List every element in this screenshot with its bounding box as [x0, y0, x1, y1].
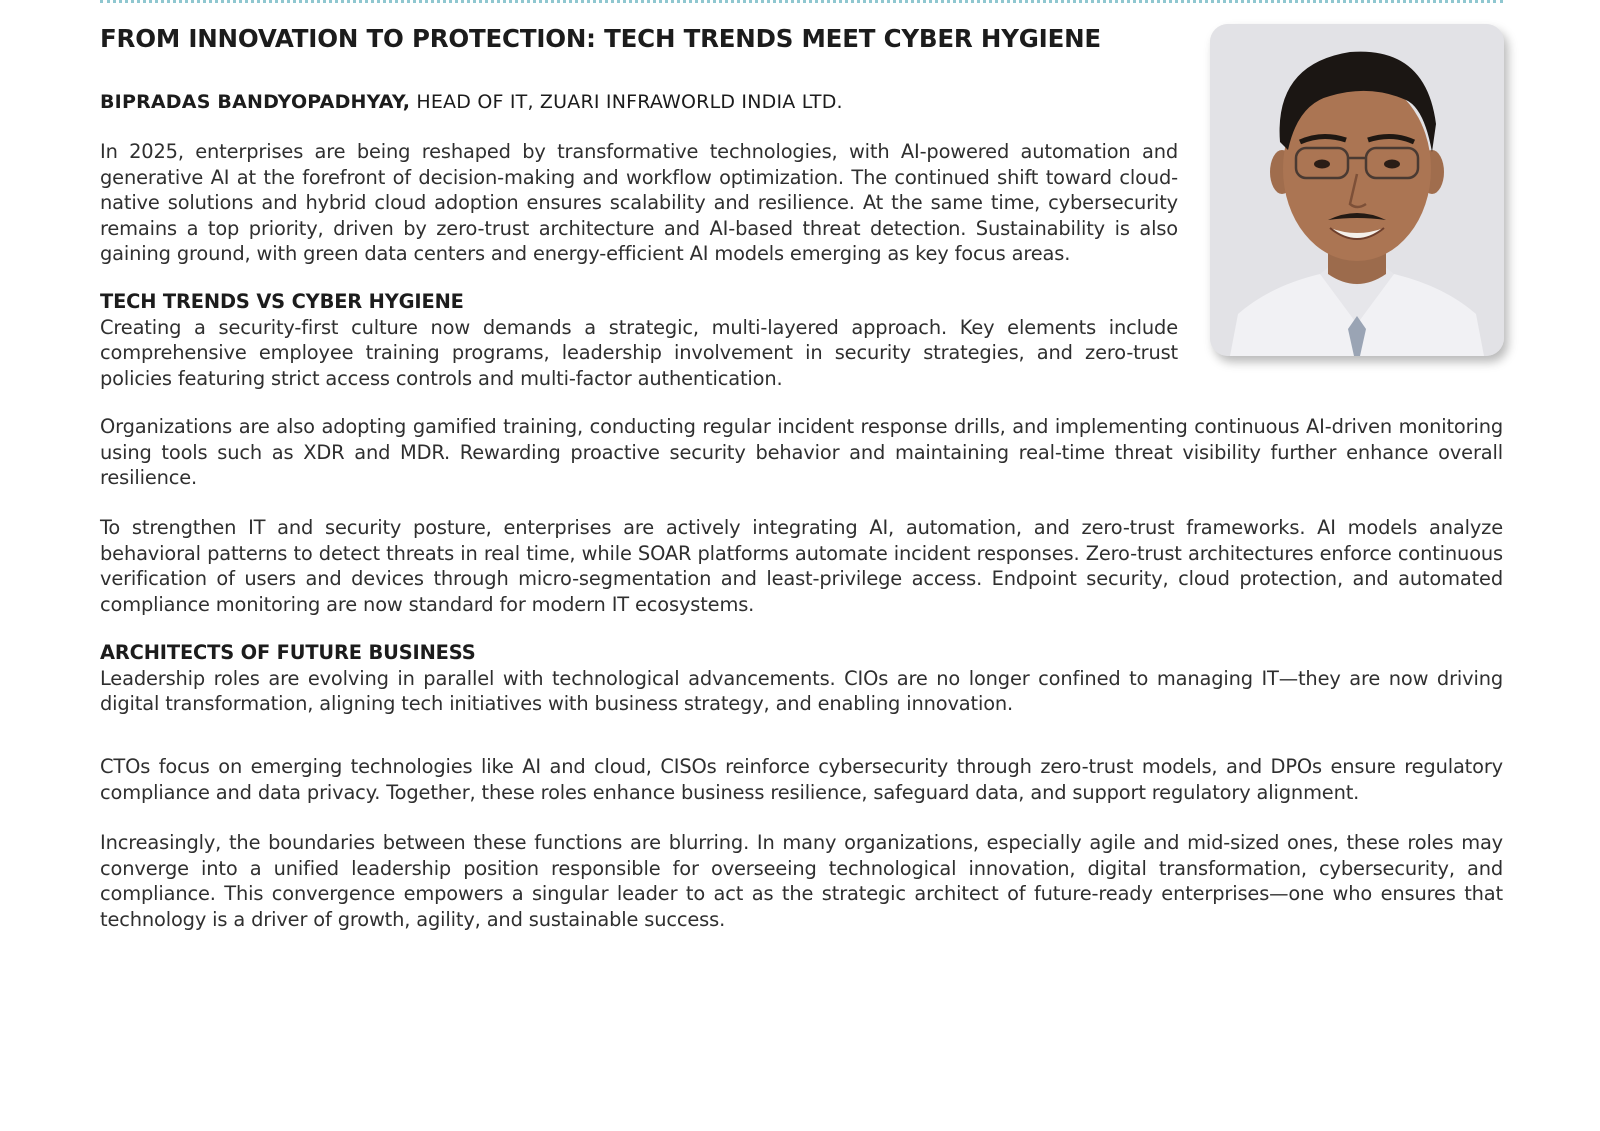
section-heading: TECH TRENDS VS CYBER HYGIENE	[100, 290, 464, 313]
author-name: BIPRADAS BANDYOPADHYAY,	[100, 91, 411, 113]
paragraph: Organizations are also adopting gamified training, conducting regular incident response drills, and implementing continuous AI-driven monitoring using tools such as XDR and MDR. Rewarding proactive security behavior and maintaining real-time threat visibility further enhance overall resilience.	[100, 415, 1503, 489]
intro-paragraph: In 2025, enterprises are being reshaped by transformative technologies, with AI-powered automation and generative AI at the forefront of decision-making and workflow optimization. The continued shift toward cloud-native solutions and hybrid cloud adoption ensures scalability and resilience. At the same time, cybersecurity remains a top priority, driven by zero-trust architecture and AI-based threat detection. Sustainability is also gaining ground, with green data centers and energy-efficient AI models emerging as key focus areas.	[100, 140, 1178, 265]
article-title: FROM INNOVATION TO PROTECTION: TECH TRENDS MEET CYBER HYGIENE	[100, 24, 1101, 53]
top-dotted-rule	[100, 0, 1503, 7]
section-heading: ARCHITECTS OF FUTURE BUSINESS	[100, 641, 476, 664]
byline	[100, 91, 1180, 113]
paragraph: CTOs focus on emerging technologies like AI and cloud, CISOs reinforce cybersecurity through zero-trust models, and DPOs ensure regulatory compliance and data privacy. Together, these roles enhance business resilience, safeguard data, and support regulatory alignment.	[100, 755, 1503, 804]
paragraph: To strengthen IT and security posture, enterprises are actively integrating AI, automation, and zero-trust frameworks. AI models analyze behavioral patterns to detect threats in real time, while SOAR platforms automate incident responses. Zero-trust architectures enforce continuous verification of users and devices through micro-segmentation and least-privilege access. Endpoint security, cloud protection, and automated compliance monitoring are now standard for modern IT ecosystems.	[100, 516, 1503, 616]
paragraph: Leadership roles are evolving in parallel with technological advancements. CIOs are no longer confined to managing IT—they are now driving digital transformation, aligning tech initiatives with business strategy, and enabling innovation.	[100, 666, 1503, 715]
paragraph: Increasingly, the boundaries between these functions are blurring. In many organizations, especially agile and mid-sized ones, these roles may converge into a unified leadership position responsible for overseeing technological innovation, digital transformation, cybersecurity, and compliance. This convergence empowers a singular leader to act as the strategic architect of future-ready enterprises—one who ensures that technology is a driver of growth, agility, and sustainable success.	[100, 831, 1503, 931]
author-role: HEAD OF IT, ZUARI INFRAWORLD INDIA LTD.	[410, 91, 843, 113]
section-tech-trends	[100, 289, 1178, 391]
author-photo	[1210, 24, 1504, 356]
author-portrait-illustration	[1210, 24, 1504, 356]
paragraph: Creating a security-first culture now demands a strategic, multi-layered approach. Key elements include comprehensive employee training programs, leadership involvement in security strategies, and zero-trust policies featuring strict access controls and multi-factor authentication.	[100, 315, 1178, 390]
section-architects	[100, 640, 1503, 717]
